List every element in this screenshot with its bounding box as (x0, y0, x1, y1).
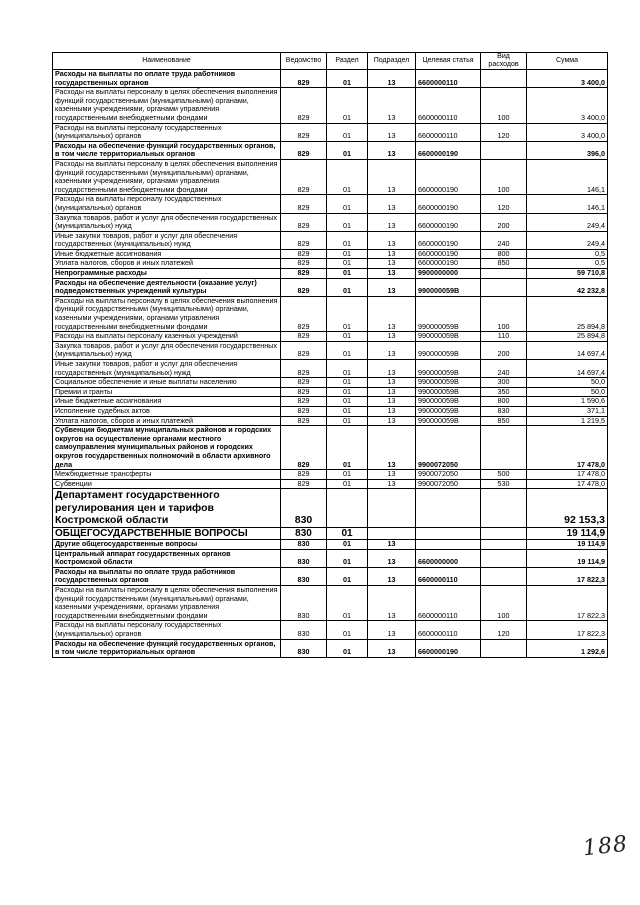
cell-vr: 110 (481, 332, 527, 342)
cell-vr: 830 (481, 406, 527, 416)
cell-sum: 3 400,0 (527, 70, 608, 88)
cell-name: Иные закупки товаров, работ и услуг для обеспечения государственных (муниципальных) нужд (53, 231, 281, 249)
table-row (53, 269, 608, 279)
cell-name: Иные бюджетные ассигнования (53, 397, 281, 407)
cell-name: Уплата налогов, сборов и иных платежей (53, 259, 281, 269)
header-cs: Целевая статья (416, 53, 481, 70)
cell-name: Иные закупки товаров, работ и услуг для обеспечения государственных (муниципальных) нужд (53, 360, 281, 378)
cell-ved: 829 (281, 360, 327, 378)
cell-razd: 01 (327, 378, 368, 388)
cell-podr: 13 (368, 621, 416, 639)
cell-vr: 120 (481, 123, 527, 141)
cell-sum: 25 894,8 (527, 332, 608, 342)
cell-podr: 13 (368, 123, 416, 141)
cell-vr (481, 278, 527, 296)
cell-podr: 13 (368, 387, 416, 397)
cell-cs (416, 489, 481, 527)
cell-vr: 530 (481, 479, 527, 489)
cell-ved: 829 (281, 296, 327, 331)
cell-ved: 830 (281, 489, 327, 527)
cell-cs: 9900000000 (416, 269, 481, 279)
cell-vr: 850 (481, 259, 527, 269)
table-row (53, 540, 608, 550)
cell-cs: 990000059В (416, 332, 481, 342)
cell-sum: 17 478,0 (527, 479, 608, 489)
cell-ved: 830 (281, 527, 327, 540)
cell-ved: 829 (281, 88, 327, 123)
cell-vr: 800 (481, 397, 527, 407)
cell-cs: 990000059В (416, 416, 481, 426)
table-row (53, 332, 608, 342)
cell-sum: 17 478,0 (527, 426, 608, 470)
cell-podr: 13 (368, 231, 416, 249)
table-row (53, 360, 608, 378)
cell-ved: 829 (281, 406, 327, 416)
cell-cs: 6600000190 (416, 195, 481, 213)
cell-sum: 19 114,9 (527, 549, 608, 567)
cell-sum: 17 478,0 (527, 470, 608, 480)
cell-razd: 01 (327, 470, 368, 480)
header-vr: Вид расходов (481, 53, 527, 70)
cell-vr: 100 (481, 296, 527, 331)
cell-ved: 829 (281, 159, 327, 194)
cell-ved: 829 (281, 387, 327, 397)
cell-sum: 0,5 (527, 259, 608, 269)
cell-name: Расходы на выплаты персоналу в целях обеспечения выполнения функций государственными (муниципальными) органами, казенными учреждениями, органами управления государственными внебюджетными фондами (53, 586, 281, 621)
cell-razd: 01 (327, 549, 368, 567)
cell-ved: 829 (281, 479, 327, 489)
cell-vr (481, 141, 527, 159)
table-row (53, 416, 608, 426)
cell-razd: 01 (327, 249, 368, 259)
cell-razd: 01 (327, 269, 368, 279)
cell-razd: 01 (327, 406, 368, 416)
table-row (53, 70, 608, 88)
cell-podr: 13 (368, 586, 416, 621)
table-row (53, 549, 608, 567)
cell-razd: 01 (327, 70, 368, 88)
cell-ved: 829 (281, 341, 327, 359)
cell-sum: 14 697,4 (527, 360, 608, 378)
cell-sum: 146,1 (527, 195, 608, 213)
cell-cs: 990000059В (416, 360, 481, 378)
cell-cs: 990000059В (416, 278, 481, 296)
cell-podr: 13 (368, 296, 416, 331)
budget-table (52, 52, 608, 658)
cell-name: Премии и гранты (53, 387, 281, 397)
cell-podr: 13 (368, 213, 416, 231)
cell-vr (481, 426, 527, 470)
cell-podr: 13 (368, 249, 416, 259)
cell-razd: 01 (327, 123, 368, 141)
cell-razd: 01 (327, 88, 368, 123)
cell-name: Другие общегосударственные вопросы (53, 540, 281, 550)
cell-name: Расходы на выплаты персоналу в целях обеспечения выполнения функций государственными (муниципальными) органами, казенными учреждениями, органами управления государственными внебюджетными фондами (53, 296, 281, 331)
page-number-handwritten: 188 (581, 831, 630, 862)
cell-vr: 100 (481, 586, 527, 621)
header-name: Наименование (53, 53, 281, 70)
cell-sum: 14 697,4 (527, 341, 608, 359)
cell-sum: 92 153,3 (527, 489, 608, 527)
cell-sum: 396,0 (527, 141, 608, 159)
table-row (53, 470, 608, 480)
table-row (53, 406, 608, 416)
cell-ved: 829 (281, 141, 327, 159)
cell-cs: 990000059В (416, 341, 481, 359)
cell-name: Расходы на обеспечение функций государственных органов, в том числе территориальных органов (53, 141, 281, 159)
table-row (53, 341, 608, 359)
cell-razd: 01 (327, 586, 368, 621)
cell-ved: 829 (281, 332, 327, 342)
cell-vr: 800 (481, 249, 527, 259)
header-razd: Раздел (327, 53, 368, 70)
cell-sum: 50,0 (527, 387, 608, 397)
cell-podr: 13 (368, 278, 416, 296)
table-row (53, 296, 608, 331)
cell-vr (481, 527, 527, 540)
cell-podr: 13 (368, 269, 416, 279)
cell-podr: 13 (368, 332, 416, 342)
table-row (53, 397, 608, 407)
cell-podr: 13 (368, 470, 416, 480)
cell-sum: 19 114,9 (527, 540, 608, 550)
table-row (53, 123, 608, 141)
cell-cs: 990000059В (416, 296, 481, 331)
cell-ved: 829 (281, 123, 327, 141)
cell-razd: 01 (327, 278, 368, 296)
cell-ved: 830 (281, 586, 327, 621)
table-row (53, 159, 608, 194)
cell-name: Субвенции (53, 479, 281, 489)
cell-cs: 6600000000 (416, 549, 481, 567)
cell-name: Субвенции бюджетам муниципальных районов и городских округов на осуществление органами местного самоуправления муниципальных районов и городских округов государственных полномочий в области архивного дела (53, 426, 281, 470)
table-row (53, 278, 608, 296)
cell-razd: 01 (327, 341, 368, 359)
cell-sum: 17 822,3 (527, 621, 608, 639)
cell-razd: 01 (327, 397, 368, 407)
cell-razd: 01 (327, 387, 368, 397)
cell-sum: 146,1 (527, 159, 608, 194)
cell-name: Расходы на выплаты персоналу казенных учреждений (53, 332, 281, 342)
table-row (53, 249, 608, 259)
cell-ved: 829 (281, 249, 327, 259)
cell-name: Расходы на выплаты персоналу государственных (муниципальных) органов (53, 621, 281, 639)
cell-podr: 13 (368, 341, 416, 359)
cell-podr: 13 (368, 567, 416, 585)
cell-sum: 17 822,3 (527, 567, 608, 585)
cell-ved: 829 (281, 426, 327, 470)
cell-ved: 829 (281, 70, 327, 88)
cell-vr (481, 639, 527, 657)
cell-razd: 01 (327, 332, 368, 342)
cell-ved: 830 (281, 549, 327, 567)
cell-razd: 01 (327, 639, 368, 657)
cell-ved: 829 (281, 195, 327, 213)
table-row (53, 378, 608, 388)
cell-vr: 120 (481, 621, 527, 639)
cell-name: Иные бюджетные ассигнования (53, 249, 281, 259)
cell-podr: 13 (368, 259, 416, 269)
cell-vr (481, 549, 527, 567)
cell-podr: 13 (368, 416, 416, 426)
cell-razd: 01 (327, 567, 368, 585)
cell-sum: 1 590,6 (527, 397, 608, 407)
cell-podr: 13 (368, 397, 416, 407)
cell-vr: 200 (481, 213, 527, 231)
cell-razd: 01 (327, 195, 368, 213)
cell-ved: 829 (281, 278, 327, 296)
cell-cs: 990000059В (416, 406, 481, 416)
cell-name: Центральный аппарат государственных органов Костромской области (53, 549, 281, 567)
cell-name: Социальное обеспечение и иные выплаты населению (53, 378, 281, 388)
cell-sum: 249,4 (527, 231, 608, 249)
cell-name: Уплата налогов, сборов и иных платежей (53, 416, 281, 426)
cell-sum: 0,5 (527, 249, 608, 259)
cell-razd (327, 489, 368, 527)
cell-razd: 01 (327, 540, 368, 550)
cell-ved: 829 (281, 397, 327, 407)
cell-sum: 249,4 (527, 213, 608, 231)
cell-name: Расходы на выплаты по оплате труда работников государственных органов (53, 567, 281, 585)
cell-vr: 240 (481, 360, 527, 378)
table-row (53, 621, 608, 639)
table-row (53, 259, 608, 269)
cell-name: Межбюджетные трансферты (53, 470, 281, 480)
cell-cs (416, 540, 481, 550)
cell-name: Непрограммные расходы (53, 269, 281, 279)
cell-sum: 50,0 (527, 378, 608, 388)
cell-name: Расходы на выплаты персоналу государственных (муниципальных) органов (53, 195, 281, 213)
cell-name: Расходы на выплаты по оплате труда работников государственных органов (53, 70, 281, 88)
cell-vr: 850 (481, 416, 527, 426)
cell-name: Расходы на выплаты персоналу в целях обеспечения выполнения функций государственными (муниципальными) органами, казенными учреждениями, органами управления государственными внебюджетными фондами (53, 88, 281, 123)
cell-podr (368, 527, 416, 540)
cell-cs: 6600000110 (416, 621, 481, 639)
cell-vr (481, 70, 527, 88)
cell-ved: 830 (281, 639, 327, 657)
cell-cs: 9900072050 (416, 479, 481, 489)
cell-vr: 300 (481, 378, 527, 388)
cell-cs: 990000059В (416, 397, 481, 407)
cell-podr: 13 (368, 406, 416, 416)
table-row (53, 527, 608, 540)
cell-vr: 100 (481, 159, 527, 194)
header-ved: Ведомство (281, 53, 327, 70)
cell-vr: 500 (481, 470, 527, 480)
cell-vr (481, 269, 527, 279)
cell-ved: 829 (281, 231, 327, 249)
cell-name: Расходы на выплаты персоналу в целях обеспечения выполнения функций государственными (муниципальными) органами, казенными учреждениями, органами управления государственными внебюджетными фондами (53, 159, 281, 194)
cell-cs: 6600000190 (416, 249, 481, 259)
table-row (53, 639, 608, 657)
cell-podr: 13 (368, 540, 416, 550)
cell-razd: 01 (327, 296, 368, 331)
cell-ved: 830 (281, 540, 327, 550)
cell-cs: 6600000110 (416, 123, 481, 141)
cell-cs: 990000059В (416, 387, 481, 397)
cell-razd: 01 (327, 479, 368, 489)
cell-sum: 1 219,5 (527, 416, 608, 426)
cell-vr (481, 489, 527, 527)
table-row (53, 231, 608, 249)
cell-podr: 13 (368, 479, 416, 489)
cell-ved: 829 (281, 470, 327, 480)
table-row (53, 141, 608, 159)
cell-cs (416, 527, 481, 540)
header-sum: Сумма (527, 53, 608, 70)
cell-podr: 13 (368, 195, 416, 213)
cell-name: ОБЩЕГОСУДАРСТВЕННЫЕ ВОПРОСЫ (53, 527, 281, 540)
cell-podr: 13 (368, 426, 416, 470)
cell-ved: 829 (281, 269, 327, 279)
table-header-row (53, 53, 608, 70)
cell-cs: 9900072050 (416, 470, 481, 480)
cell-vr: 100 (481, 88, 527, 123)
cell-ved: 829 (281, 259, 327, 269)
cell-podr: 13 (368, 549, 416, 567)
cell-ved: 830 (281, 621, 327, 639)
cell-cs: 6600000110 (416, 70, 481, 88)
cell-sum: 59 710,8 (527, 269, 608, 279)
cell-cs: 6600000190 (416, 259, 481, 269)
cell-cs: 6600000190 (416, 213, 481, 231)
table-row (53, 586, 608, 621)
cell-razd: 01 (327, 621, 368, 639)
cell-podr: 13 (368, 159, 416, 194)
cell-cs: 6600000110 (416, 586, 481, 621)
cell-sum: 42 232,8 (527, 278, 608, 296)
cell-cs: 6600000110 (416, 567, 481, 585)
cell-cs: 6600000190 (416, 639, 481, 657)
cell-podr: 13 (368, 88, 416, 123)
cell-podr: 13 (368, 378, 416, 388)
table-row (53, 387, 608, 397)
cell-name: Закупка товаров, работ и услуг для обеспечения государственных (муниципальных) нужд (53, 341, 281, 359)
cell-razd: 01 (327, 231, 368, 249)
cell-cs: 6600000190 (416, 159, 481, 194)
cell-cs: 6600000190 (416, 231, 481, 249)
cell-name: Расходы на выплаты персоналу государственных (муниципальных) органов (53, 123, 281, 141)
cell-podr: 13 (368, 360, 416, 378)
table-row (53, 567, 608, 585)
cell-cs: 990000059В (416, 378, 481, 388)
cell-sum: 371,1 (527, 406, 608, 416)
cell-ved: 829 (281, 416, 327, 426)
cell-sum: 19 114,9 (527, 527, 608, 540)
cell-cs: 6600000190 (416, 141, 481, 159)
table-row (53, 479, 608, 489)
cell-vr: 240 (481, 231, 527, 249)
cell-vr (481, 567, 527, 585)
cell-razd: 01 (327, 159, 368, 194)
table-body (53, 70, 608, 658)
table-row (53, 213, 608, 231)
cell-name: Исполнение судебных актов (53, 406, 281, 416)
cell-sum: 3 400,0 (527, 88, 608, 123)
cell-podr: 13 (368, 639, 416, 657)
cell-podr: 13 (368, 141, 416, 159)
cell-razd: 01 (327, 141, 368, 159)
cell-cs: 9900072050 (416, 426, 481, 470)
table-row (53, 489, 608, 527)
cell-razd: 01 (327, 360, 368, 378)
cell-sum: 17 822,3 (527, 586, 608, 621)
cell-sum: 25 894,8 (527, 296, 608, 331)
cell-vr: 200 (481, 341, 527, 359)
cell-vr: 350 (481, 387, 527, 397)
table-row (53, 426, 608, 470)
cell-sum: 3 400,0 (527, 123, 608, 141)
cell-ved: 829 (281, 213, 327, 231)
cell-sum: 1 292,6 (527, 639, 608, 657)
cell-podr (368, 489, 416, 527)
cell-name: Закупка товаров, работ и услуг для обеспечения государственных (муниципальных) нужд (53, 213, 281, 231)
cell-razd: 01 (327, 259, 368, 269)
cell-name: Расходы на обеспечение функций государственных органов, в том числе территориальных органов (53, 639, 281, 657)
cell-razd: 01 (327, 416, 368, 426)
cell-name: Расходы на обеспечение деятельности (оказание услуг) подведомственных учреждений культуры (53, 278, 281, 296)
cell-cs: 6600000110 (416, 88, 481, 123)
cell-podr: 13 (368, 70, 416, 88)
cell-vr (481, 540, 527, 550)
cell-razd: 01 (327, 527, 368, 540)
header-podr: Подраздел (368, 53, 416, 70)
cell-name: Департамент государственного регулирования цен и тарифов Костромской области (53, 489, 281, 527)
cell-ved: 830 (281, 567, 327, 585)
cell-razd: 01 (327, 426, 368, 470)
table-row (53, 195, 608, 213)
cell-vr: 120 (481, 195, 527, 213)
table-row (53, 88, 608, 123)
cell-ved: 829 (281, 378, 327, 388)
cell-razd: 01 (327, 213, 368, 231)
